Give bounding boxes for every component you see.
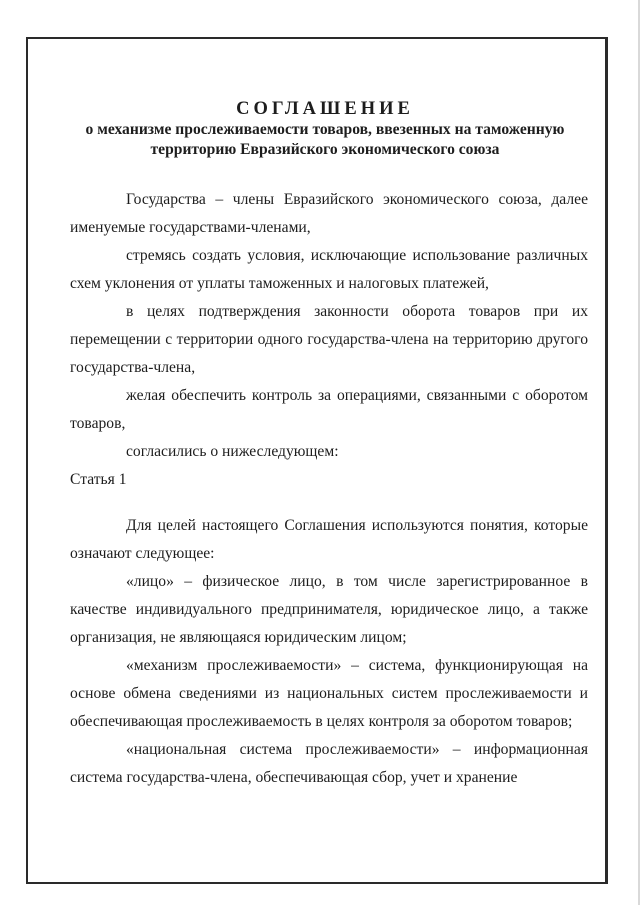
preamble-paragraph: согласились о нижеследующем: — [126, 443, 339, 460]
article-paragraph: «лицо» – физическое лицо, в том числе зарегистрированное в качестве индивидуального предпринимателя, юридическое лицо, а также организация, не являющаяся юридическим лицом; — [70, 573, 588, 646]
preamble-paragraph: желая обеспечить контроль за операциями, связанными с оборотом товаров, — [70, 387, 588, 432]
article-paragraph: Для целей настоящего Соглашения используются понятия, которые означают следующее: — [70, 517, 588, 562]
document-title: СОГЛАШЕНИЕ — [236, 99, 414, 119]
article-paragraph: «механизм прослеживаемости» – система, функционирующая на основе обмена сведениями из национальных систем прослеживаемости и обеспечивающая прослеживаемость в целях контроля за оборотом товаров; — [70, 657, 588, 730]
document-subtitle-line-2: территорию Евразийского экономического союза — [150, 141, 500, 158]
document-body — [70, 186, 588, 792]
title-block — [60, 98, 590, 160]
preamble-paragraph: в целях подтверждения законности оборота товаров при их перемещении с территории одного государства-члена на территорию другого государства-члена, — [70, 303, 588, 376]
preamble-paragraph: стремясь создать условия, исключающие использование различных схем уклонения от уплаты таможенных и налоговых платежей, — [70, 247, 588, 292]
article-heading: Статья 1 — [70, 471, 127, 488]
article-paragraph: «национальная система прослеживаемости» – информационная система государства-члена, обеспечивающая сбор, учет и хранение — [70, 741, 588, 786]
document-subtitle-line-1: о механизме прослеживаемости товаров, ввезенных на таможенную — [85, 121, 565, 138]
preamble-paragraph: Государства – члены Евразийского экономического союза, далее именуемые государствами-членами, — [70, 191, 588, 236]
